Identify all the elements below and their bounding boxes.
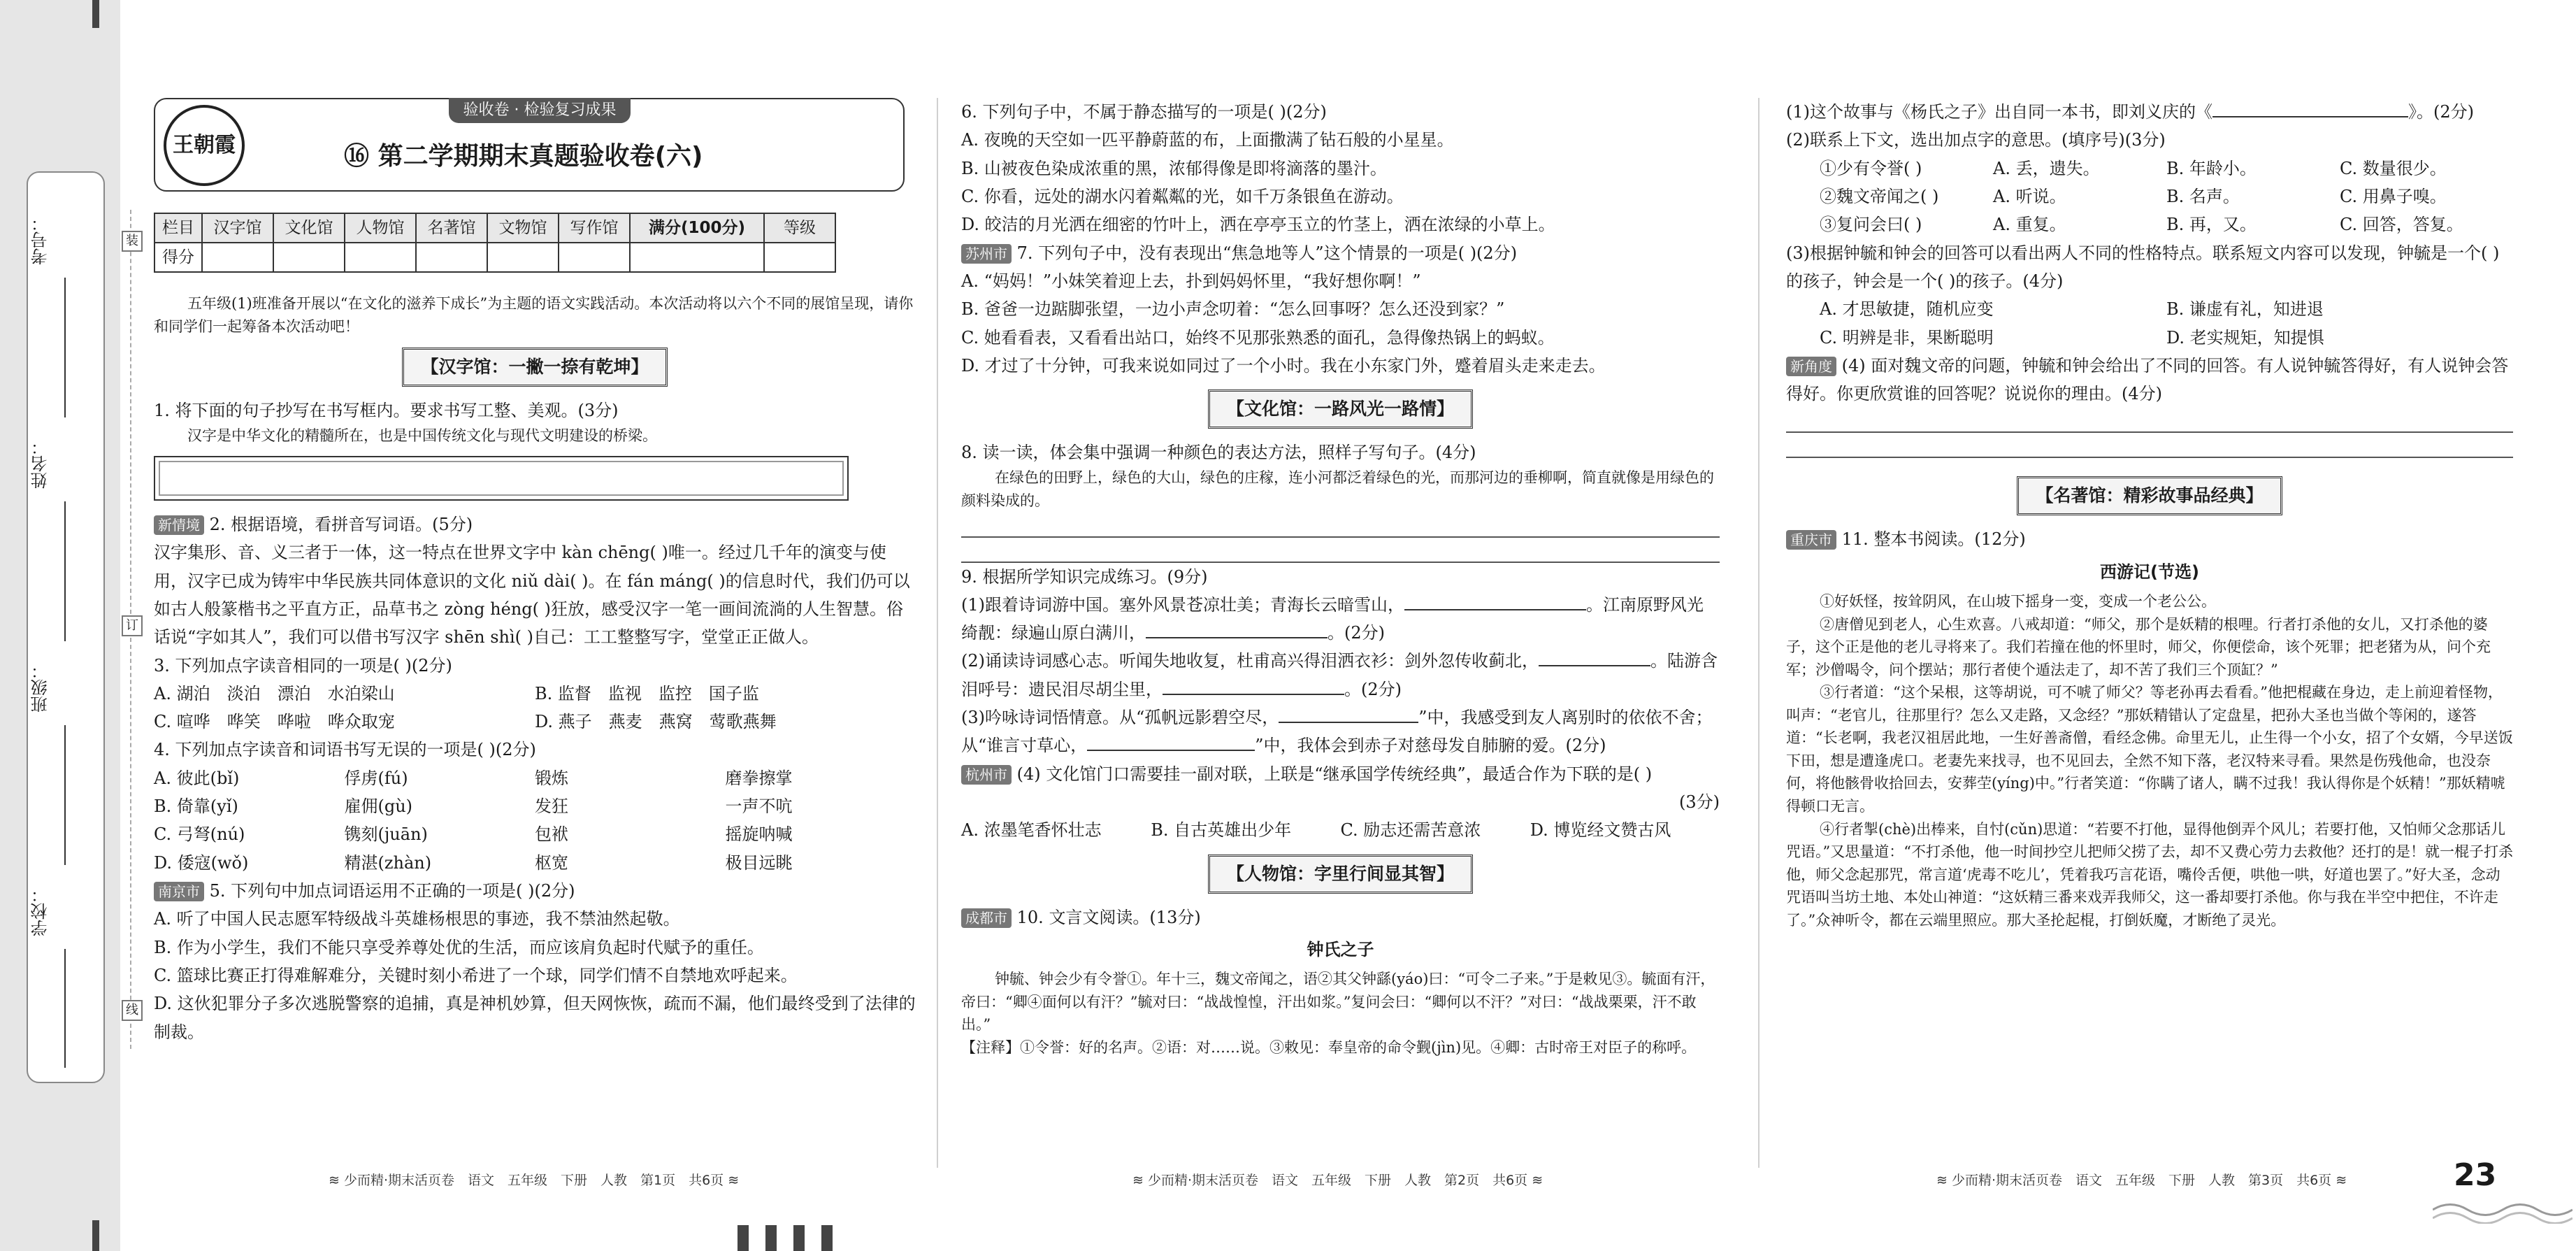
q2-header [154, 510, 916, 538]
q9-part3 [961, 703, 1720, 760]
score-header: 栏目 [154, 213, 202, 243]
q9-option[interactable]: D. 博览经文赞古风 [1530, 820, 1671, 841]
student-info-card [27, 171, 105, 1083]
q4-cell: A. 彼此(bǐ) [154, 768, 240, 788]
brand-logo: 王朝霞 [164, 105, 245, 186]
q6-option: C. 你看，远处的湖水闪着粼粼的光，如千万条银鱼在游动。 [961, 186, 1404, 206]
q10-option[interactable]: D. 老实规矩，知提惧 [2166, 327, 2324, 348]
q4-cell: 发狂 [535, 796, 568, 817]
q4-cell: 精湛(zhàn) [344, 852, 432, 873]
q7-option: A. “妈妈！”小妹笑着迎上去，扑到妈妈怀里，“我好想你啊！” [961, 271, 1421, 291]
q4-stem: 4. 下列加点字读音和词语书写无误的一项是( )(2分) [154, 740, 536, 760]
score-header: 写作馆 [559, 213, 630, 243]
q6-option: D. 皎洁的月光洒在细密的竹叶上，洒在亭亭玉立的竹茎上，洒在浓绿的小草上。 [961, 215, 1555, 235]
blank[interactable] [1539, 665, 1650, 666]
exam-header [154, 98, 905, 192]
passage-paragraph: ③行者道：“这个呆根，这等胡说，可不唬了师父？等老孙再去看看。”他把棍藏在身边，走上前迎着怪物，叫声：“老官儿，往那里行？怎么又走路，又念经？”那妖精错认了定盘星，把孙大圣也当做个等闲的，遂答道：“长老啊，我老汉祖居此地，一生好善斋僧，看经念佛。命里无儿，止生得一个小女，招了个女婿，今早送饭下田，想是遭逢虎口。老妻先来找寻，也不见回去，全然不知下落，老汉特来寻看。果然是伤残他命，也没奈何，将他骸骨收拾回去，安葬茔(yíng)中。”行者笑道：“你瞒了诸人，瞒不过我！我认得你是个妖精！”那妖精唬得顿口无言。 [1786, 684, 2513, 815]
page-footer: ≋ 少而精·期末活页卷 语文 五年级 下册 人教 第3页 共6页 ≋ [1936, 1173, 2347, 1188]
column-divider [937, 98, 938, 1168]
q9-text: (1)跟着诗词游中国。塞外风景苍凉壮美；青海长云暗雪山， [961, 594, 1404, 615]
cut-mark-2: 订 [122, 615, 143, 636]
score-table [154, 213, 836, 273]
score-cell[interactable] [345, 243, 416, 272]
q4-cell: C. 弓弩(nú) [154, 824, 245, 845]
score-row [154, 243, 835, 272]
exam-number: ⑯ [344, 142, 370, 171]
passage-title: 西游记(节选) [2100, 562, 2199, 582]
page-number: 23 [2454, 1157, 2497, 1193]
section-title-hanzi [154, 348, 916, 387]
binding-mark-top [92, 0, 99, 28]
passage-title: 钟氏之子 [1307, 939, 1374, 959]
q10-option[interactable]: A. 才思敏捷，随机应变 [1820, 299, 1994, 320]
q9-text: (4) 文化馆门口需要挂一副对联，上联是“继承国学传统经典”，最适合作为下联的是( ) [1016, 764, 1653, 784]
q9-text: ”中，我感受到友人离别时的依依不舍；从“谁言寸草心， [961, 708, 1713, 756]
q8-stem: 8. 读一读，体会集中强调一种颜色的表达方法，照样子写句子。(4分) [961, 443, 1476, 463]
q9-part4 [961, 760, 1720, 788]
score-cell[interactable] [764, 243, 835, 272]
score-header: 人物馆 [345, 213, 416, 243]
q4-cell: 俘虏(fú) [344, 768, 408, 788]
score-header: 文化馆 [273, 213, 345, 243]
intro-text: 五年级(1)班准备开展以“在文化的滋养下成长”为主题的语文实践活动。本次活动将以六个不同的展馆呈现，请你和同学们一起筹备本次活动吧！ [154, 295, 914, 335]
score-header: 满分(100分) [630, 213, 764, 243]
blank[interactable] [1146, 637, 1327, 638]
q3-option[interactable]: A. 湖泊 淡泊 漂泊 水泊梁山 [154, 683, 395, 703]
def-cell: C. 回答，答复。 [2340, 215, 2463, 235]
q10-sub4 [1786, 352, 2513, 408]
q9-text: ”中，我体会到赤子对慈母发自肺腑的爱。(2分) [1255, 736, 1606, 756]
q4-cell: 枢宽 [535, 852, 568, 873]
q4-cell: 镌刻(juān) [344, 824, 428, 845]
q6-stem: 6. 下列句子中，不属于静态描写的一项是( )(2分) [961, 102, 1327, 122]
q5-stem: 5. 下列句中加点词语运用不正确的一项是( )(2分) [209, 881, 575, 901]
q3-options [154, 680, 916, 736]
answer-line[interactable] [961, 513, 1720, 538]
q5-option: A. 听了中国人民志愿军特级战斗英雄杨根思的事迹，我不禁油然起敬。 [154, 909, 680, 929]
q3-option[interactable]: B. 监督 监视 监控 国子监 [535, 683, 759, 703]
binding-mark-bottom [92, 1220, 99, 1251]
handwriting-box[interactable] [154, 456, 849, 501]
q5-option: B. 作为小学生，我们不能只享受养尊处优的生活，而应该肩负起时代赋予的重任。 [154, 937, 764, 957]
def-cell: ①少有令誉( ) [1820, 158, 1922, 178]
q9-text: 。陆游含泪呼号：遗民泪尽胡尘里， [961, 651, 1718, 699]
school-line [64, 949, 66, 1068]
q9-text: (3)吟咏诗词悟情意。从“孤帆远影碧空尽， [961, 708, 1279, 728]
wave-decoration [2433, 1196, 2573, 1224]
def-cell: C. 数量很少。 [2340, 158, 2447, 178]
q7-option: B. 爸爸一边踮脚张望，一边小声念叨着：“怎么回事呀？怎么还没到家？” [961, 299, 1505, 320]
q9-part1 [961, 591, 1720, 648]
section-title-culture [961, 389, 1720, 429]
index-tabs [737, 1225, 849, 1251]
def-cell: B. 年龄小。 [2166, 158, 2257, 178]
q2-body: 汉字集形、音、义三者于一体，这一特点在世界文字中 kàn chēng( )唯一。经过几千年的演变与使用，汉字已成为铸牢中华民族共同体意识的文化 niǔ dài( )。在 fán máng( )的信息时代，我们仍可以如古人般篆楷书之平直方正，品草书之 zòng héng( )狂放，感受汉字一笔一画间流淌的人生智慧。俗话说“字如其人”，我们可以借书写汉字 shēn shì( )自己：工工整整写字，堂堂正正做人。 [154, 543, 910, 648]
q4-cell: 包袱 [535, 824, 568, 845]
q9-score: (3分) [1679, 792, 1720, 813]
q9-stem: 9. 根据所学知识完成练习。(9分) [961, 566, 1208, 587]
score-header: 名著馆 [416, 213, 487, 243]
q9-text: 。(2分) [1327, 623, 1385, 643]
q5-tag: 南京市 [154, 882, 204, 901]
passage-paragraph: ④行者掣(chè)出棒来，自忖(cǔn)思道：“若要不打他，显得他倒弄个风儿；若要打他，又怕师父念那话儿咒语。”又思量道：“不打杀他，他一时间抄空儿把师父捞了去，却不又费心劳力去救他？还打的是！就一棍子打杀他，师父念起那咒，常言道‘虎毒不吃儿’，凭着我巧言花语，嘴伶舌便，哄他一哄，好道也罢了。”好大圣，念动咒语叫当坊土地、本处山神道：“这妖精三番来戏弄我师父，这一番却要打杀他。你与我在半空中把住，不许走了。”众神听令，都在云端里照应。那大圣抡起棍，打倒妖魔，才断绝了灵光。 [1786, 820, 2513, 929]
exam-title-text: 第二学期期末真题验收卷(六) [377, 142, 703, 171]
page-footer: ≋ 少而精·期末活页卷 语文 五年级 下册 人教 第2页 共6页 ≋ [1132, 1173, 1544, 1188]
answer-line[interactable] [1786, 433, 2513, 458]
class-line [64, 725, 66, 865]
q10-header [961, 903, 1720, 931]
column-2 [961, 98, 1720, 1059]
header-banner: 验收卷 · 检验复习成果 [449, 98, 631, 123]
section-title-people [961, 855, 1720, 894]
q7-header [961, 239, 1720, 267]
section-title-text: 【汉字馆：一撇一捺有乾坤】 [402, 348, 667, 387]
q5-header [154, 877, 916, 905]
passage-paragraph: ②唐僧见到老人，心生欢喜。八戒却道：“师父，那个是妖精的根哩。行者打杀他的女儿，又打杀他的婆子，这个正是他的老儿寻将来了。我们若撞在他的怀里时，师父，你便偿命，该个死罪；把老猪为从，问个充军；沙僧喝令，问个摆站；那行者使个遁法走了，却不苦了我们三个顶缸？” [1786, 615, 2491, 678]
q9-part2 [961, 647, 1720, 703]
q4-cell: B. 倚靠(yǐ) [154, 796, 238, 817]
q10-sub3: (3)根据钟毓和钟会的回答可以看出两人不同的性格特点。联系短文内容可以发现，钟毓是一个( )的孩子，钟会是一个( )的孩子。(4分) [1786, 243, 2500, 291]
cut-mark-1: 装 [122, 231, 143, 252]
q6-option: A. 夜晚的天空如一匹平静蔚蓝的布，上面撒满了钻石般的小星星。 [961, 130, 1454, 150]
q3-stem: 3. 下列加点字读音相同的一项是( )(2分) [154, 655, 452, 675]
q2-tag: 新情境 [154, 515, 204, 535]
cut-mark-3: 线 [122, 1000, 143, 1021]
def-cell: ③复问会曰( ) [1820, 215, 1922, 235]
q10-text: (1)这个故事与《杨氏之子》出自同一本书，即刘义庆的《 [1786, 102, 2212, 122]
exam-title [344, 136, 703, 178]
blank[interactable] [2212, 116, 2408, 117]
q9-option[interactable]: B. 自古英雄出少年 [1151, 820, 1292, 841]
def-cell: B. 再，又。 [2166, 215, 2257, 235]
blank[interactable] [1163, 694, 1344, 695]
q11-tag: 重庆市 [1786, 530, 1836, 550]
page-footer: ≋ 少而精·期末活页卷 语文 五年级 下册 人教 第1页 共6页 ≋ [329, 1173, 740, 1188]
q8-text: 在绿色的田野上，绿色的大山，绿色的庄稼，连小河都泛着绿色的光，而那河边的垂柳啊，简直就像是用绿色的颜料染成的。 [961, 469, 1714, 509]
blank[interactable] [1404, 609, 1586, 610]
q9-text: 。(2分) [1344, 679, 1402, 699]
def-cell: B. 名声。 [2166, 186, 2240, 206]
q4-cell: 摇旋呐喊 [725, 824, 793, 845]
blank[interactable] [1279, 722, 1418, 723]
q3-option[interactable]: D. 燕子 燕麦 燕窝 莺歌燕舞 [535, 712, 777, 732]
score-row-label: 得分 [154, 243, 202, 272]
section-title-classics [1786, 476, 2513, 515]
q6-option: B. 山被夜色染成浓重的黑，浓郁得像是即将滴落的墨汁。 [961, 158, 1387, 178]
passage-text: 钟毓、钟会少有令誉①。年十三，魏文帝闻之，语②其父钟繇(yáo)曰：“可令二子来。”于是敕见③。毓面有汗，帝曰：“卿④面何以有汗？”毓对曰：“战战惶惶，汗出如浆。”复问会曰：“卿何以不汗？”对曰：“战战栗栗，汗不敢出。” [961, 971, 1715, 1034]
score-header: 文物馆 [487, 213, 559, 243]
q11-stem: 11. 整本书阅读。(12分) [1841, 529, 2026, 550]
school-label: 学校： [31, 886, 50, 936]
q9-tag: 杭州市 [961, 765, 1012, 785]
q9-option[interactable]: A. 浓墨笔香怀壮志 [961, 820, 1102, 841]
q4-cell: 一声不吭 [725, 796, 793, 817]
score-cell[interactable] [416, 243, 487, 272]
q10-text: (4) 面对魏文帝的问题，钟毓和钟会给出了不同的回答。有人说钟毓答得好，有人说钟会答得好。你更欣赏谁的回答呢？说说你的理由。(4分) [1786, 355, 2509, 404]
passage-note: 【注释】①令誉：好的名声。②语：对……说。③敕见：奉皇帝的命令觐(jìn)见。④卿：古时帝王对臣子的称呼。 [961, 1038, 1697, 1056]
q10-stem: 10. 文言文阅读。(13分) [1016, 907, 1201, 927]
q7-stem: 7. 下列句子中，没有表现出“焦急地等人”这个情景的一项是( )(2分) [1016, 243, 1518, 263]
exam-number-line [64, 278, 66, 417]
q10-tag: 成都市 [961, 908, 1012, 928]
q10-text: 》。(2分) [2408, 102, 2474, 122]
q1-text: 汉字是中华文化的精髓所在，也是中国传统文化与现代文明建设的桥梁。 [187, 427, 657, 445]
score-header: 汉字馆 [202, 213, 273, 243]
def-cell: ②魏文帝闻之( ) [1820, 186, 1939, 206]
q4-cell: 极目远眺 [725, 852, 793, 873]
section-title-text: 【人物馆：字里行间显其智】 [1208, 855, 1473, 894]
def-cell: A. 重复。 [1993, 215, 2066, 235]
column-1 [154, 98, 916, 1046]
q10-sub1 [1786, 98, 2513, 126]
q4-cell: 磨拳擦掌 [725, 768, 793, 788]
passage-paragraph: ①好妖怪，按耸阴风，在山坡下摇身一变，变成一个老公公。 [1820, 593, 2216, 610]
q5-option: D. 这伙犯罪分子多次逃脱警察的追捕，真是神机妙算，但天网恢恢，疏而不漏，他们最终受到了法律的制裁。 [154, 994, 916, 1042]
q7-option: D. 才过了十分钟，可我来说如同过了一个小时。我在小东家门外，蹙着眉头走来走去。 [961, 355, 1606, 376]
q10-definitions [1786, 155, 2513, 239]
q10-sub4-tag: 新角度 [1786, 357, 1836, 376]
answer-line[interactable] [1786, 408, 2513, 433]
q9-options [961, 816, 1720, 844]
class-label: 班级： [31, 662, 50, 713]
q2-stem: 2. 根据语境，看拼音写词语。(5分) [209, 514, 473, 534]
q4-cell: 雇佣(gù) [344, 796, 413, 817]
q5-option: C. 篮球比赛正打得难解难分，关键时刻小希进了一个球，同学们情不自禁地欢呼起来。 [154, 965, 798, 985]
q4-options [154, 764, 916, 877]
blank[interactable] [1087, 750, 1255, 751]
q9-option[interactable]: C. 励志还需苦意浓 [1340, 820, 1481, 841]
q7-tag: 苏州市 [961, 244, 1012, 264]
name-label: 姓名： [31, 438, 50, 489]
q9-text: 。江南原野风光绮靓：绿遍山原白满川， [961, 594, 1704, 643]
name-line [64, 501, 66, 641]
q10-sub3-options [1786, 295, 2513, 352]
q10-option[interactable]: B. 谦虚有礼，知进退 [2166, 299, 2324, 320]
answer-line[interactable] [961, 538, 1720, 563]
score-cell[interactable] [630, 243, 764, 272]
score-cell[interactable] [202, 243, 273, 272]
score-cell[interactable] [273, 243, 345, 272]
q10-option[interactable]: C. 明辨是非，果断聪明 [1820, 327, 1994, 348]
score-cell[interactable] [559, 243, 630, 272]
exam-number-label: 考号： [31, 215, 50, 265]
q9-text: (2)诵读诗词感心志。听闻失地收复，杜甫高兴得泪洒衣衫：剑外忽传收蓟北， [961, 651, 1539, 671]
section-title-text: 【名著馆：精彩故事品经典】 [2017, 476, 2282, 515]
score-header: 等级 [764, 213, 835, 243]
score-header-row [154, 213, 835, 243]
def-cell: C. 用鼻子嗅。 [2340, 186, 2447, 206]
score-cell[interactable] [487, 243, 559, 272]
q7-option: C. 她看看表，又看看出站口，始终不见那张熟悉的面孔，急得像热锅上的蚂蚁。 [961, 327, 1555, 348]
q3-option[interactable]: C. 喧哗 哗笑 哗啦 哗众取宠 [154, 712, 395, 732]
column-divider [1758, 98, 1760, 1168]
section-title-text: 【文化馆：一路风光一路情】 [1208, 389, 1473, 429]
q4-cell: 锻炼 [535, 768, 568, 788]
q4-cell: D. 倭寇(wǒ) [154, 852, 249, 873]
def-cell: A. 丢，遗失。 [1993, 158, 2100, 178]
def-cell: A. 听说。 [1993, 186, 2066, 206]
q1-stem: 1. 将下面的句子抄写在书写框内。要求书写工整、美观。(3分) [154, 401, 619, 421]
column-3 [1786, 98, 2513, 931]
q11-header [1786, 525, 2513, 553]
q10-sub2: (2)联系上下文，选出加点字的意思。(填序号)(3分) [1786, 130, 2166, 150]
